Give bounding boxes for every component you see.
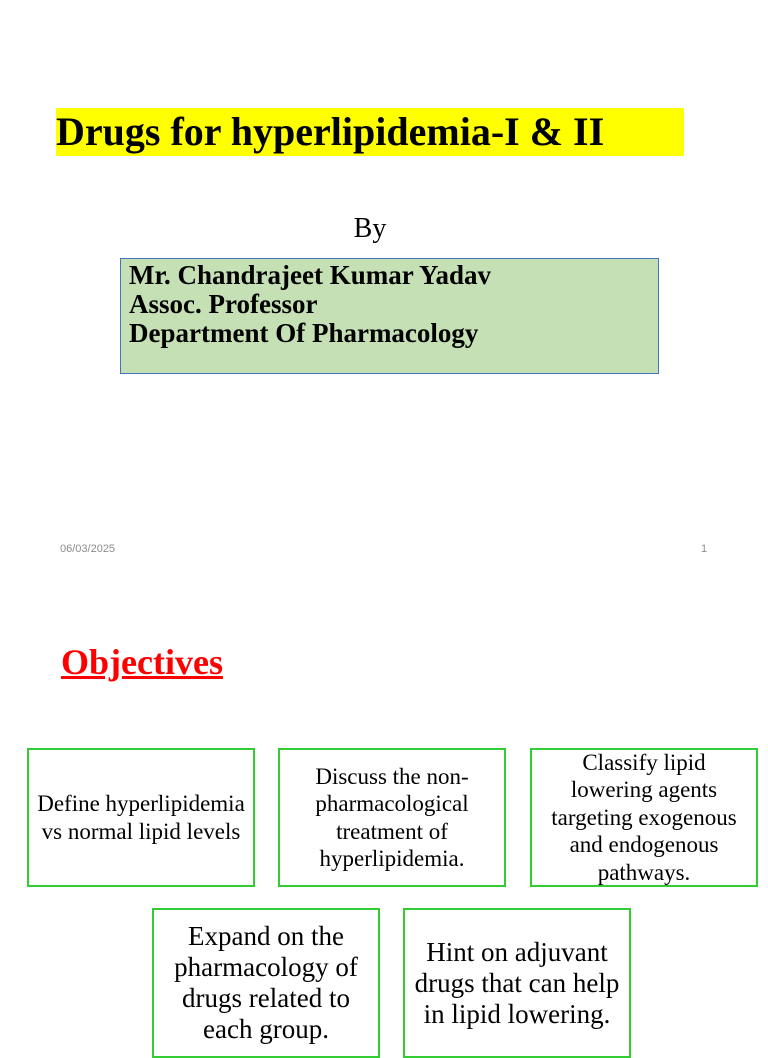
author-department: Department Of Pharmacology xyxy=(129,318,479,348)
author-name: Mr. Chandrajeet Kumar Yadav xyxy=(129,260,491,290)
objective-text: Define hyperlipidemia vs normal lipid levels xyxy=(37,791,245,844)
objective-text: Hint on adjuvant drugs that can help in lipid lowering. xyxy=(414,936,620,1029)
objective-box xyxy=(27,748,255,887)
objective-box xyxy=(152,908,380,1058)
slide-title: Drugs for hyperlipidemia-I & II xyxy=(56,109,605,154)
objective-box xyxy=(530,748,758,887)
footer-date: 06/03/2025 xyxy=(60,543,116,555)
footer-page-number: 1 xyxy=(701,543,708,555)
objectives-heading: Objectives xyxy=(61,642,223,682)
author-position: Assoc. Professor xyxy=(129,289,318,319)
by-label: By xyxy=(353,213,387,244)
objective-box xyxy=(278,748,506,887)
objective-text: Classify lipid lowering agents targeting exogenous and endogenous pathways. xyxy=(551,749,737,885)
objective-text: Expand on the pharmacology of drugs related to each group. xyxy=(174,921,358,1044)
author-box xyxy=(120,258,659,374)
objective-text: Discuss the non-pharmacological treatment of hyperlipidemia. xyxy=(315,763,469,871)
title-highlight xyxy=(56,108,684,156)
objective-box xyxy=(403,908,631,1058)
